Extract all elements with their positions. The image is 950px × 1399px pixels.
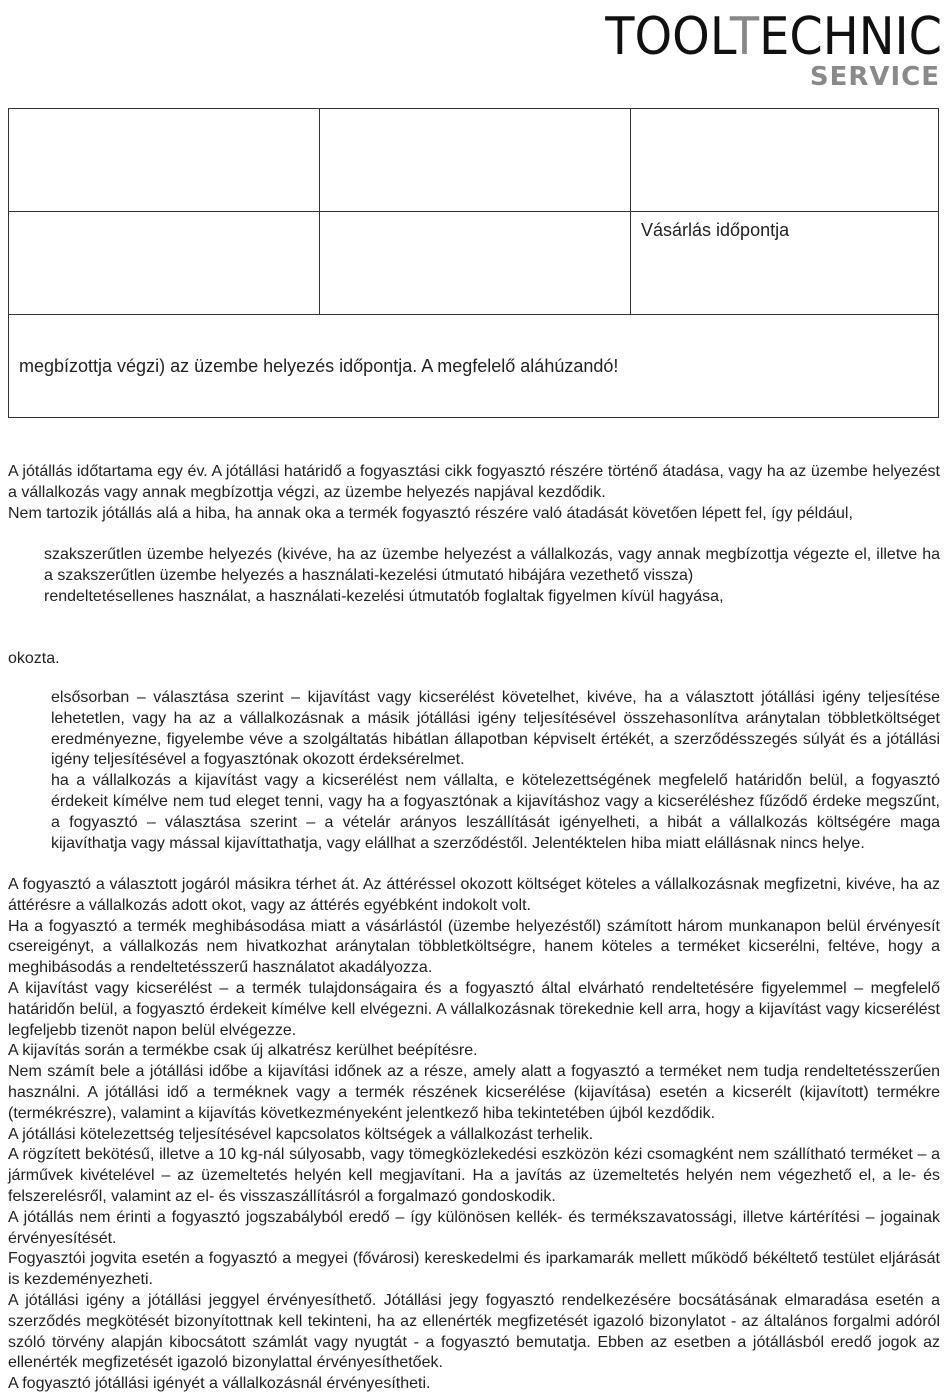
tooltechnic-logo (572, 6, 942, 92)
rights-list (8, 688, 940, 854)
install-date-cell[interactable] (9, 315, 939, 418)
list-item: elsősorban – választása szerint – kijavítást vagy kicserélést követelhet, kivéve, ha a választott jótállási igény teljesítése lehetetlen, vagy ha az a vállalkozásnak a másik jótállási igény teljesítésével összehasonlítva aránytalan többletköltséget eredményezne, figyelembe véve a szolgáltatás hibátlan állapotban képviselt értékét, a szerződésszegés súlyát és a jótállási igény teljesítésével a fogyasztónak okozott érdeksérelmet. (51, 689, 940, 769)
purchase-date-cell[interactable] (631, 212, 939, 315)
list-item: ha a vállalkozás a kijavítást vagy a kicserélést nem vállalta, e kötelezettségének megfelelő határidőn belül, a fogyasztó érdekeit kímélve nem tud eleget tenni, vagy ha a fogyasztónak a kijavításhoz vagy a kicseréléshez fűződő érdeke megszűnt, a fogyasztó – választása szerint – a vételár arányos leszállítását igényelheti, a hibát a vállalkozás költségére maga kijavíthatja vagy mással kijavíttathatja, vagy elállhat a szerződéstől. Jelentéktelen hiba miatt elállásnak nincs helye. (51, 772, 940, 852)
exclusion-list (8, 545, 940, 607)
form-cell-1-2[interactable] (320, 109, 631, 212)
terms-paragraph: A kijavítást vagy kicserélést – a termék tulajdonságaira és a fogyasztó által elvárható rendeltetésére figyelemmel – megfelelő határidőn belül, a fogyasztó érdekeit kímélve kell elvégezni. A vállalkozásnak törekednie kell arra, hogy a kijavítást vagy kicserélést legfeljebb tizenöt napon belül elvégezze. (8, 979, 940, 1039)
terms-paragraph: A jótállási kötelezettség teljesítésével kapcsolatos költségek a vállalkozást terhelik. (8, 1125, 594, 1143)
form-cell-1-1[interactable] (9, 109, 320, 212)
terms-paragraph: Ha a fogyasztó a termék meghibásodása miatt a vásárlástól (üzembe helyezéstől) számított három munkanapon belül érvényesít csereigényt, a vállalkozás nem hivatkozhat aránytalan többletköltségre, hanem köteles a terméket kicserélni, feltéve, hogy a meghibásodás a rendeltetésszerű használatot akadályozza. (8, 917, 940, 977)
terms-paragraph: A kijavítás során a termékbe csak új alkatrész kerülhet beépítésre. (8, 1042, 478, 1060)
warranty-terms (8, 875, 940, 1395)
purchase-date-label: Vásárlás időpontja (641, 220, 790, 240)
form-cell-1-3[interactable] (631, 109, 939, 212)
list-item: rendeltetésellenes használat, a használati-kezelési útmutatób foglaltak figyelmen kívül hagyása, (44, 587, 724, 605)
terms-paragraph: Fogyasztói jogvita esetén a fogyasztó a megyei (fővárosi) kereskedelmi és iparkamarák mellett működő békéltető testület eljárását is kezdeményezheti. (8, 1250, 940, 1289)
terms-paragraph: Nem számít bele a jótállási időbe a kijavítási időnek az a része, amely alatt a fogyasztó a terméket nem tudja rendeltetésszerűen használni. A jótállási idő a terméknek vagy a termék részének kicserélése (kijavítása) esetén a kicserélt (kijavított) termékre (termékrészre), valamint a kijavítás következményeként jelentkező hiba tekintetében újból kezdődik. (8, 1063, 940, 1122)
exclusion-paragraph: Nem tartozik jótállás alá a hiba, ha annak oka a termék fogyasztó részére való átadását követően lépett fel, így például, (8, 504, 853, 522)
warranty-period-paragraph: A jótállás időtartama egy év. A jótállási határidő a fogyasztási cikk fogyasztó részére történő átadása, vagy ha az üzembe helyezést a vállalkozás vagy annak megbízottja végzi, az üzembe helyezés napjával kezdődik. (8, 463, 940, 501)
warranty-intro (8, 462, 940, 524)
form-cell-2-1[interactable] (9, 212, 320, 315)
terms-paragraph: A jótállás nem érinti a fogyasztó jogszabályból eredő – így különösen kellék- és termékszavatossági, illetve kártérítési – jogainak érvényesítését. (8, 1208, 940, 1247)
form-cell-2-2[interactable] (320, 212, 631, 315)
warranty-form-table (8, 108, 939, 418)
logo-wordmark: TOOLTECHNIC (605, 7, 942, 67)
install-note: megbízottja végzi) az üzembe helyezés időpontja. A megfelelő aláhúzandó! (19, 355, 619, 376)
terms-paragraph: A fogyasztó a választott jogáról másikra térhet át. Az áttéréssel okozott költséget köteles a vállalkozásnak megfizetni, kivéve, ha az áttérésre a vállalkozás adott okot, vagy az áttérés egyébként indokolt volt. (8, 876, 940, 914)
caused-paragraph: okozta. (8, 650, 60, 667)
logo-subtitle: SERVICE (809, 62, 940, 92)
terms-paragraph: A jótállási igény a jótállási jeggyel érvényesíthető. Jótállási jegy fogyasztó rendelkezésére bocsátásának elmaradása esetén a szerződés megkötését bizonyítottnak kell tekinteni, ha az ellenérték megfizetését igazoló bizonylatot - az általános forgalmi adóról szóló törvény alapján kibocsátott számlát vagy nyugtát - a fogyasztó bemutatja. Ebben az esetben a jótállásból eredő jogok az ellenérték megfizetését igazoló bizonylattal érvényesíthetőek. (8, 1291, 940, 1372)
terms-paragraph: A rögzített bekötésű, illetve a 10 kg-nál súlyosabb, vagy tömegközlekedési eszközön kézi csomagként nem szállítható terméket – a járművek kivételével – az üzemeltetés helyén kell megjavítani. Ha a javítás az üzemeltetés helyén nem végezhető el, a le- és felszerelésről, valamint az el- és visszaszállításról a forgalmazó gondoskodik. (8, 1146, 940, 1205)
terms-paragraph: A fogyasztó jótállási igényét a vállalkozásnál érvényesítheti. (8, 1375, 431, 1393)
list-item: szakszerűtlen üzembe helyezés (kivéve, ha az üzembe helyezést a vállalkozás, vagy annak megbízottja végezte el, illetve ha a szakszerűtlen üzembe helyezés a használati-kezelési útmutató hibájára vezethető vissza) (44, 546, 940, 584)
